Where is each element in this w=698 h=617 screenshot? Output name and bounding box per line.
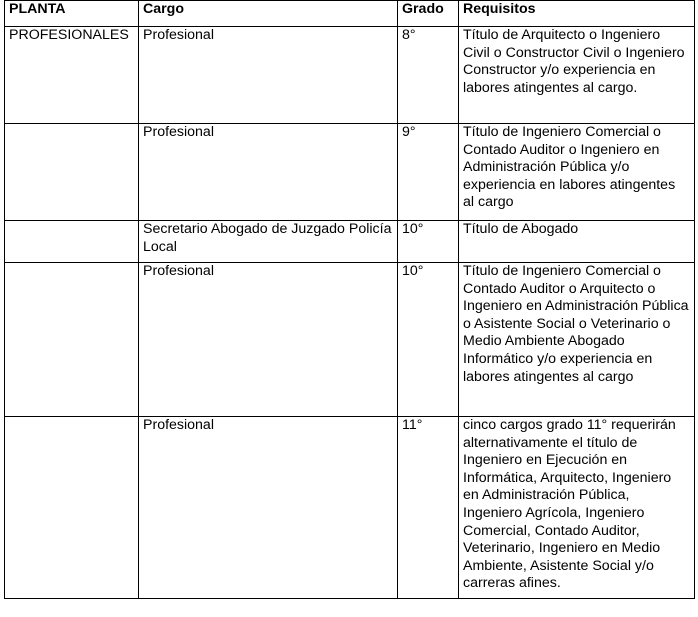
cell-cargo: Profesional [139, 27, 398, 124]
planta-table [4, 0, 695, 599]
cell-grado: 8° [398, 27, 459, 124]
table-row [5, 417, 695, 599]
cell-cargo: Profesional [139, 124, 398, 221]
header-grado: Grado [398, 1, 459, 27]
cell-planta [5, 221, 139, 263]
cell-grado: 9° [398, 124, 459, 221]
cell-planta [5, 124, 139, 221]
header-cargo: Cargo [139, 1, 398, 27]
cell-requisitos: Título de Ingeniero Comercial o Contado Auditor o Arquitecto o Ingeniero en Administración Pública o Asistente Social o Veterinario o Medio Ambiente Abogado Informático y/o experiencia en labores atingentes al cargo [459, 263, 695, 417]
cell-cargo: Profesional [139, 263, 398, 417]
table-header-row [5, 1, 695, 27]
cell-planta [5, 263, 139, 417]
cell-planta [5, 417, 139, 599]
cell-grado: 11° [398, 417, 459, 599]
table-row [5, 124, 695, 221]
cell-cargo: Profesional [139, 417, 398, 599]
cell-cargo: Secretario Abogado de Juzgado Policía Local [139, 221, 398, 263]
cell-requisitos: Título de Arquitecto o Ingeniero Civil o Constructor Civil o Ingeniero Constructor y/o experiencia en labores atingentes al cargo. [459, 27, 695, 124]
cell-requisitos: cinco cargos grado 11° requerirán alternativamente el título de Ingeniero en Ejecución en Informática, Arquitecto, Ingeniero en Administración Pública, Ingeniero Agrícola, Ingeniero Comercial, Contado Auditor, Veterinario, Ingeniero en Medio Ambiente, Asistente Social y/o carreras afines. [459, 417, 695, 599]
cell-planta: PROFESIONALES [5, 27, 139, 124]
header-requisitos: Requisitos [459, 1, 695, 27]
cell-grado: 10° [398, 221, 459, 263]
table-row [5, 27, 695, 124]
cell-requisitos: Título de Abogado [459, 221, 695, 263]
table-row [5, 263, 695, 417]
header-planta: PLANTA [5, 1, 139, 27]
cell-grado: 10° [398, 263, 459, 417]
cell-requisitos: Título de Ingeniero Comercial o Contado Auditor o Ingeniero en Administración Pública y/o experiencia en labores atingentes al cargo [459, 124, 695, 221]
table-row [5, 221, 695, 263]
